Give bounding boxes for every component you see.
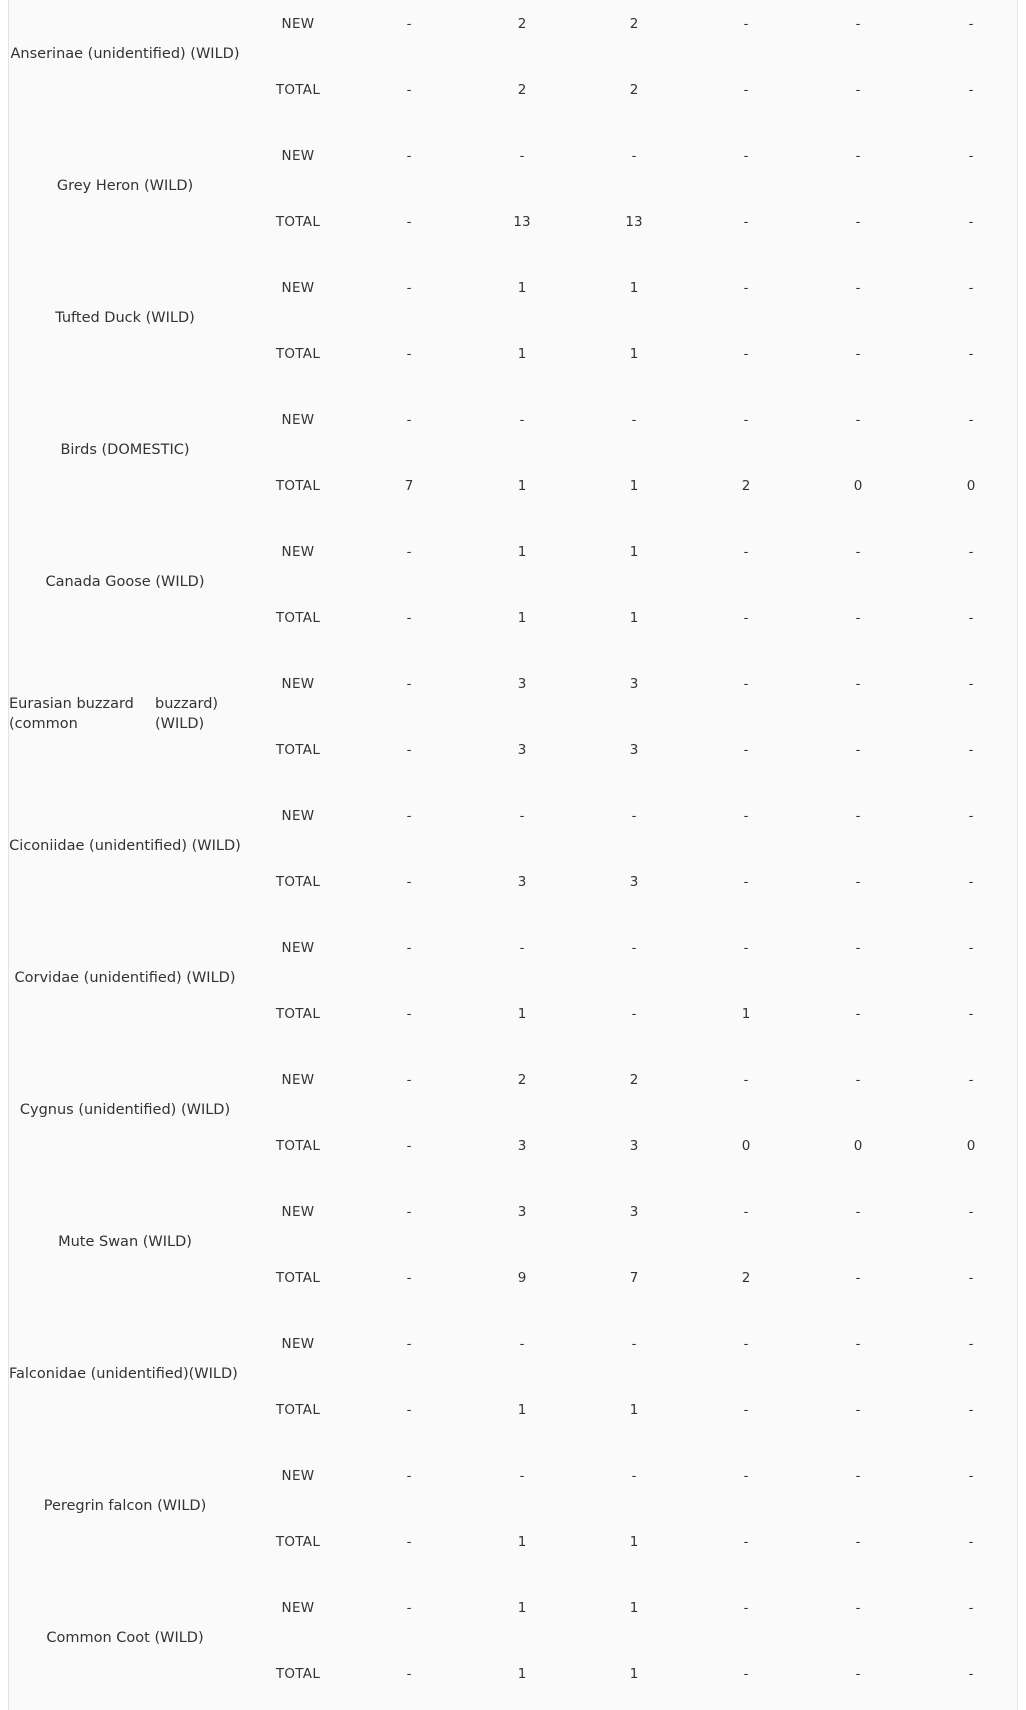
table-cell: 7 [629, 1270, 639, 1286]
species-name: Cygnus (unidentified) (WILD) [19, 1102, 231, 1118]
table-cell: - [743, 16, 749, 32]
table-row [241, 1527, 1019, 1557]
table-cell: - [968, 808, 974, 824]
species-group [9, 1044, 1019, 1176]
table-row [241, 207, 1019, 237]
table-cell: - [743, 1072, 749, 1088]
table-cell: 7 [404, 478, 414, 494]
table-row [241, 801, 1019, 831]
table-cell: - [406, 1336, 412, 1352]
species-group [9, 0, 1019, 120]
table-cell: 2 [629, 82, 639, 98]
table-cell: - [855, 1270, 861, 1286]
table-cell: - [406, 280, 412, 296]
table-cell: 13 [625, 214, 643, 230]
table-cell: - [968, 874, 974, 890]
table-cell: 3 [517, 742, 527, 758]
row-type-label: NEW [281, 1072, 315, 1088]
table-cell: - [631, 148, 637, 164]
table-row [241, 1461, 1019, 1491]
table-cell: 2 [517, 16, 527, 32]
table-row [241, 1263, 1019, 1293]
table-cell: - [968, 346, 974, 362]
table-cell: - [406, 1468, 412, 1484]
table-cell: - [406, 148, 412, 164]
table-cell: 1 [517, 346, 527, 362]
table-cell: - [406, 544, 412, 560]
row-type-label: TOTAL [275, 1270, 321, 1286]
table-row [241, 1065, 1019, 1095]
row-type-label: NEW [281, 544, 315, 560]
table-cell: - [743, 346, 749, 362]
table-cell: - [855, 412, 861, 428]
table-cell: - [855, 1666, 861, 1682]
table-cell: - [855, 1534, 861, 1550]
species-name: Tufted Duck (WILD) [55, 310, 195, 326]
table-cell: - [855, 280, 861, 296]
species-name: Ciconiidae (unidentified) (WILD) [9, 838, 241, 854]
table-cell: 0 [853, 478, 863, 494]
table-row [241, 1659, 1019, 1689]
table-cell: - [519, 808, 525, 824]
row-type-label: TOTAL [275, 478, 321, 494]
table-cell: 1 [517, 610, 527, 626]
table-cell: 3 [517, 1204, 527, 1220]
species-name: Falconidae (unidentified) (WILD) [9, 1366, 238, 1382]
row-type-label: NEW [281, 148, 315, 164]
table-cell: - [631, 1468, 637, 1484]
table-cell: 1 [629, 1534, 639, 1550]
table-cell: 2 [741, 478, 751, 494]
table-row [241, 273, 1019, 303]
species-name: Common Coot (WILD) [46, 1630, 204, 1646]
table-cell: 3 [629, 676, 639, 692]
table-cell: - [743, 1336, 749, 1352]
species-group [9, 516, 1019, 648]
table-cell: - [743, 412, 749, 428]
species-group [9, 1572, 1019, 1704]
table-cell: - [855, 1336, 861, 1352]
table-cell: 1 [517, 1666, 527, 1682]
table-cell: 1 [629, 1402, 639, 1418]
table-cell: - [743, 742, 749, 758]
table-row [241, 9, 1019, 39]
table-cell: 3 [517, 874, 527, 890]
table-cell: - [406, 1270, 412, 1286]
table-cell: - [968, 412, 974, 428]
species-name: Peregrin falcon (WILD) [43, 1498, 207, 1514]
species-group [9, 384, 1019, 516]
table-cell: 13 [513, 214, 531, 230]
table-cell: 1 [517, 1006, 527, 1022]
table-cell: - [406, 16, 412, 32]
table-cell: - [631, 412, 637, 428]
table-cell: - [631, 808, 637, 824]
table-cell: - [855, 214, 861, 230]
table-cell: 2 [629, 1072, 639, 1088]
row-type-label: NEW [281, 412, 315, 428]
table-cell: - [519, 412, 525, 428]
species-name: Eurasian buzzard (common buzzard) (WILD) [9, 696, 219, 732]
table-cell: 1 [741, 1006, 751, 1022]
table-cell: - [406, 346, 412, 362]
table-cell: - [406, 742, 412, 758]
table-cell: - [406, 1600, 412, 1616]
table-cell: - [519, 1468, 525, 1484]
table-cell: - [743, 544, 749, 560]
species-name: Grey Heron (WILD) [56, 178, 194, 194]
table-cell: 1 [517, 1534, 527, 1550]
table-cell: - [743, 82, 749, 98]
table-cell: 1 [629, 478, 639, 494]
table-row [241, 1395, 1019, 1425]
table-cell: 3 [517, 1138, 527, 1154]
species-group [9, 648, 1019, 780]
table-row [241, 999, 1019, 1029]
table-cell: - [406, 1006, 412, 1022]
table-cell: 1 [517, 544, 527, 560]
species-group [9, 120, 1019, 252]
table-cell: - [743, 808, 749, 824]
table-cell: - [743, 1534, 749, 1550]
species-group [9, 1308, 1019, 1440]
table-cell: - [855, 610, 861, 626]
table-cell: - [968, 1534, 974, 1550]
table-cell: - [855, 1006, 861, 1022]
table-cell: - [406, 1402, 412, 1418]
species-name: Mute Swan (WILD) [58, 1234, 192, 1250]
species-name: Anserinae (unidentified) (WILD) [10, 46, 240, 62]
table-cell: - [968, 1006, 974, 1022]
table-row [241, 1197, 1019, 1227]
table-cell: 1 [517, 1600, 527, 1616]
table-cell: 1 [629, 346, 639, 362]
table-cell: - [743, 1666, 749, 1682]
table-cell: - [743, 148, 749, 164]
table-cell: - [631, 1006, 637, 1022]
table-cell: 0 [853, 1138, 863, 1154]
table-cell: - [631, 940, 637, 956]
table-cell: 3 [629, 742, 639, 758]
table-cell: - [968, 1072, 974, 1088]
table-cell: - [743, 610, 749, 626]
species-group [9, 1176, 1019, 1308]
table-cell: - [406, 412, 412, 428]
species-group [9, 780, 1019, 912]
table-cell: - [631, 1336, 637, 1352]
table-row [241, 339, 1019, 369]
table-row [241, 1131, 1019, 1161]
table-cell: - [743, 1600, 749, 1616]
table-cell: - [968, 1336, 974, 1352]
table-row [241, 471, 1019, 501]
table-cell: - [855, 1072, 861, 1088]
table-cell: - [855, 874, 861, 890]
table-cell: - [855, 1600, 861, 1616]
table-cell: - [968, 280, 974, 296]
table-cell: 3 [629, 1204, 639, 1220]
table-row [241, 735, 1019, 765]
table-cell: 1 [517, 478, 527, 494]
table-cell: - [968, 544, 974, 560]
table-cell: - [968, 82, 974, 98]
row-type-label: NEW [281, 280, 315, 296]
table-cell: - [855, 16, 861, 32]
table-cell: 0 [741, 1138, 751, 1154]
table-cell: - [968, 676, 974, 692]
table-cell: - [406, 82, 412, 98]
table-cell: - [968, 1402, 974, 1418]
table-cell: - [743, 280, 749, 296]
table-cell: - [743, 1402, 749, 1418]
row-type-label: TOTAL [275, 742, 321, 758]
table-cell: - [743, 1204, 749, 1220]
table-cell: - [855, 940, 861, 956]
table-cell: - [743, 1468, 749, 1484]
row-type-label: NEW [281, 808, 315, 824]
table-cell: - [406, 1072, 412, 1088]
table-row [241, 405, 1019, 435]
table-row [241, 1593, 1019, 1623]
species-group [9, 912, 1019, 1044]
table-cell: - [855, 1468, 861, 1484]
table-cell: 3 [629, 1138, 639, 1154]
table-cell: - [968, 16, 974, 32]
row-type-label: NEW [281, 1468, 315, 1484]
species-name: Canada Goose (WILD) [45, 574, 205, 590]
table-cell: - [855, 544, 861, 560]
species-group [9, 1440, 1019, 1572]
table-row [241, 933, 1019, 963]
row-type-label: TOTAL [275, 346, 321, 362]
table-cell: 1 [629, 280, 639, 296]
species-group [9, 252, 1019, 384]
table-cell: - [968, 1666, 974, 1682]
table-cell: 1 [517, 1402, 527, 1418]
table-cell: 2 [517, 82, 527, 98]
table-cell: - [406, 1534, 412, 1550]
table-cell: - [406, 610, 412, 626]
table-cell: 3 [629, 874, 639, 890]
table-row [241, 141, 1019, 171]
table-cell: - [743, 940, 749, 956]
row-type-label: NEW [281, 16, 315, 32]
row-type-label: NEW [281, 1600, 315, 1616]
table-cell: 3 [517, 676, 527, 692]
table-cell: 1 [629, 610, 639, 626]
table-cell: - [855, 676, 861, 692]
table-cell: - [743, 874, 749, 890]
table-cell: - [855, 808, 861, 824]
table-row [241, 75, 1019, 105]
species-outbreak-table [9, 0, 1019, 1704]
table-cell: 2 [517, 1072, 527, 1088]
table-row [241, 1329, 1019, 1359]
row-type-label: TOTAL [275, 1006, 321, 1022]
table-cell: - [968, 148, 974, 164]
row-type-label: NEW [281, 1204, 315, 1220]
row-type-label: TOTAL [275, 1534, 321, 1550]
table-cell: 0 [966, 478, 976, 494]
table-cell: - [855, 148, 861, 164]
table-cell: - [406, 214, 412, 230]
table-cell: 1 [629, 1600, 639, 1616]
table-cell: - [855, 1204, 861, 1220]
table-cell: - [406, 874, 412, 890]
table-cell: - [968, 1270, 974, 1286]
outbreak-table-panel [8, 0, 1018, 1710]
table-cell: - [968, 1600, 974, 1616]
row-type-label: TOTAL [275, 1666, 321, 1682]
table-cell: - [968, 742, 974, 758]
table-cell: 1 [629, 544, 639, 560]
table-row [241, 669, 1019, 699]
table-cell: 1 [517, 280, 527, 296]
table-cell: - [855, 742, 861, 758]
row-type-label: NEW [281, 676, 315, 692]
table-cell: 1 [629, 1666, 639, 1682]
table-row [241, 537, 1019, 567]
table-cell: - [855, 1402, 861, 1418]
table-cell: 0 [966, 1138, 976, 1154]
table-cell: - [968, 214, 974, 230]
table-cell: - [968, 940, 974, 956]
table-cell: - [406, 1204, 412, 1220]
row-type-label: TOTAL [275, 214, 321, 230]
row-type-label: TOTAL [275, 1402, 321, 1418]
table-cell: - [855, 82, 861, 98]
row-type-label: TOTAL [275, 82, 321, 98]
table-cell: - [968, 1204, 974, 1220]
table-cell: - [406, 676, 412, 692]
table-cell: - [855, 346, 861, 362]
table-cell: - [406, 1666, 412, 1682]
table-cell: 2 [629, 16, 639, 32]
table-cell: - [519, 148, 525, 164]
table-cell: - [743, 214, 749, 230]
row-type-label: NEW [281, 940, 315, 956]
table-cell: - [406, 808, 412, 824]
table-cell: - [406, 940, 412, 956]
table-cell: - [519, 940, 525, 956]
row-type-label: TOTAL [275, 874, 321, 890]
row-type-label: NEW [281, 1336, 315, 1352]
row-type-label: TOTAL [275, 1138, 321, 1154]
table-cell: - [968, 610, 974, 626]
table-cell: - [968, 1468, 974, 1484]
table-cell: - [743, 676, 749, 692]
table-cell: 2 [741, 1270, 751, 1286]
row-type-label: TOTAL [275, 610, 321, 626]
table-cell: - [406, 1138, 412, 1154]
table-cell: 9 [517, 1270, 527, 1286]
table-row [241, 603, 1019, 633]
species-name: Corvidae (unidentified) (WILD) [14, 970, 236, 986]
species-name: Birds (DOMESTIC) [60, 442, 190, 458]
table-row [241, 867, 1019, 897]
table-cell: - [519, 1336, 525, 1352]
